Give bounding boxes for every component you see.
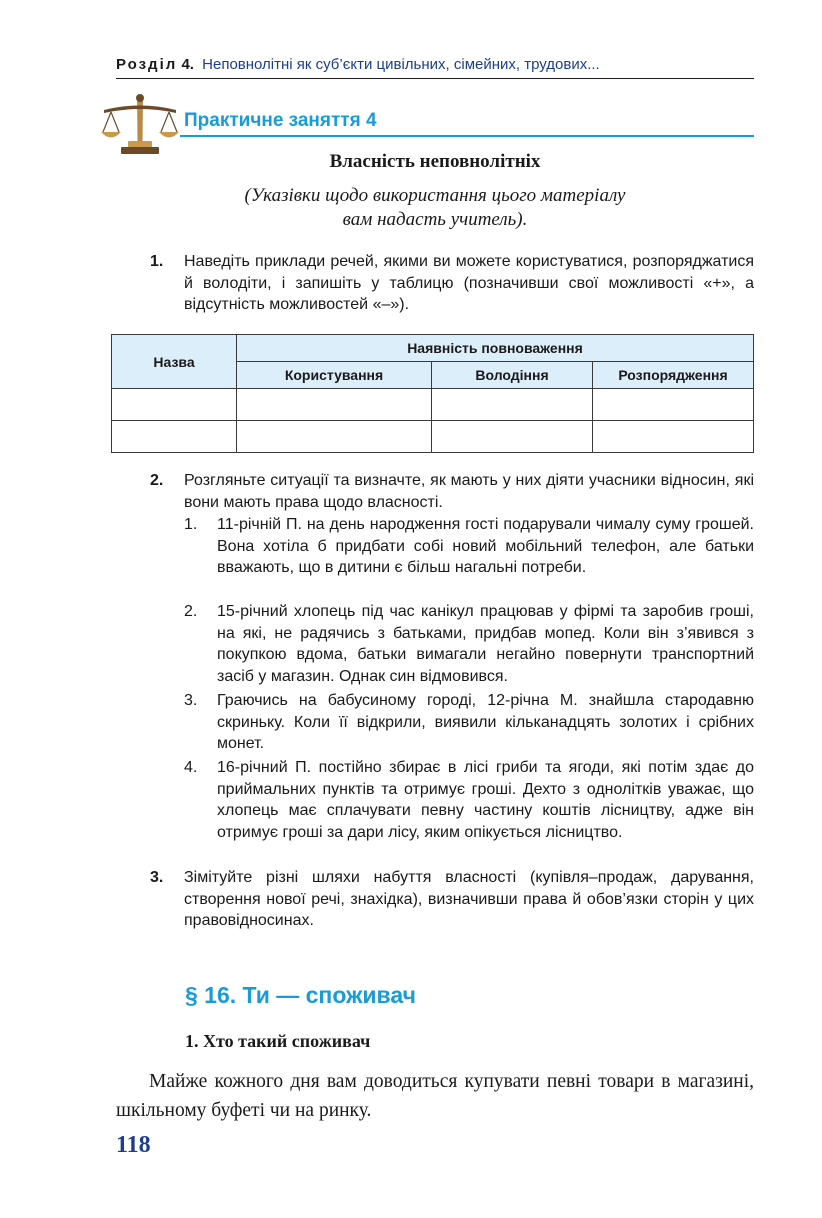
table-cell [237, 389, 432, 421]
note-line: (Указівки щодо використання цього матеріалу [244, 185, 626, 206]
task-number: 3. [150, 869, 164, 886]
column-header-possession: Володіння [432, 362, 593, 389]
note-line: вам надасть учитель). [342, 209, 528, 230]
running-head [116, 55, 754, 79]
table-cell [432, 389, 593, 421]
situation-2 [184, 601, 754, 687]
page-number: 118 [116, 1132, 151, 1158]
task-text: Розгляньте ситуації та визначте, як мають у них діяти учасники відносин, які вони мають права щодо власності. [184, 472, 754, 511]
section-word: Розділ [116, 56, 178, 73]
situation-4 [184, 757, 754, 843]
situation-text: Граючись на бабусиному городі, 12-річна М. знайшла стародавню скриньку. Коли її відкрили, виявили кільканадцять золотих і срібних монет. [217, 692, 754, 752]
practical-rule [180, 135, 754, 137]
situation-number: 1. [184, 516, 198, 533]
section-title: Неповнолітні як суб’єкти цивільних, сімейних, трудових... [202, 56, 600, 73]
task-1 [150, 251, 754, 316]
body-paragraph: Майже кожного дня вам доводиться купувати певні товари в магазині, шкільному буфеті чи на ринку. [116, 1071, 754, 1121]
task-text: Зімітуйте різні шляхи набуття власності (купівля–продаж, дарування, створення нової речі, знахідка), визначивши права й обов’язки сторін у цих правовідносинах. [184, 869, 754, 929]
task-number: 1. [150, 253, 164, 270]
table-cell [432, 421, 593, 453]
task-text: Наведіть приклади речей, якими ви можете користуватися, розпоряджатися й володіти, і запишіть у таблицю (позначивши свої можливості «+», а відсутність можливостей «–»). [184, 253, 754, 313]
table-cell [593, 389, 754, 421]
table-cell [112, 389, 237, 421]
section-heading: § 16. Ти — споживач [185, 982, 416, 1008]
situation-1 [184, 514, 754, 579]
column-header-use: Користування [237, 362, 432, 389]
situation-number: 4. [184, 759, 198, 776]
section-number: 4. [181, 56, 194, 73]
table-row [112, 389, 754, 421]
task-3 [150, 867, 754, 932]
situation-text: 16-річний П. постійно збирає в лісі гриби та ягоди, які потім здає до приймальних пунктів та отримує гроші. Дехто з однолітків уважає, що хлопець має сплачувати певну частину коштів лісництву, адже він отримує гроші за дари лісу, яким опікується лісництво. [217, 759, 754, 841]
task-number: 2. [150, 472, 164, 489]
table-cell [112, 421, 237, 453]
situation-3 [184, 690, 754, 755]
situation-text: 11-річній П. на день народження гості подарували чималу суму грошей. Вона хотіла б придбати собі новий мобільний телефон, але батьки вважають, що в дитини є більш нагальні потреби. [217, 516, 754, 576]
table-cell [237, 421, 432, 453]
practical-title: Практичне заняття 4 [184, 110, 377, 131]
scales-icon [100, 93, 180, 157]
situation-text: 15-річний хлопець під час канікул працював у фірмі та заробив гроші, на які, не радячись з батьками, придбав мопед. Коли він з’явився з покупкою вдома, батьки вимагали негайно повернути транспортний засіб у магазин. Однак син відмовився. [217, 603, 754, 685]
lesson-title: Власність неповнолітніх [329, 151, 541, 172]
task-2 [150, 470, 754, 513]
column-header-disposal: Розпорядження [593, 362, 754, 389]
table-cell [593, 421, 754, 453]
table-row [112, 421, 754, 453]
teacher-note [116, 184, 754, 232]
rights-table [111, 334, 754, 453]
column-header-name: Назва [112, 335, 237, 389]
column-group-header: Наявність повноваження [237, 335, 754, 362]
situation-number: 3. [184, 692, 198, 709]
situation-number: 2. [184, 603, 198, 620]
subheading: 1. Хто такий споживач [185, 1031, 371, 1051]
